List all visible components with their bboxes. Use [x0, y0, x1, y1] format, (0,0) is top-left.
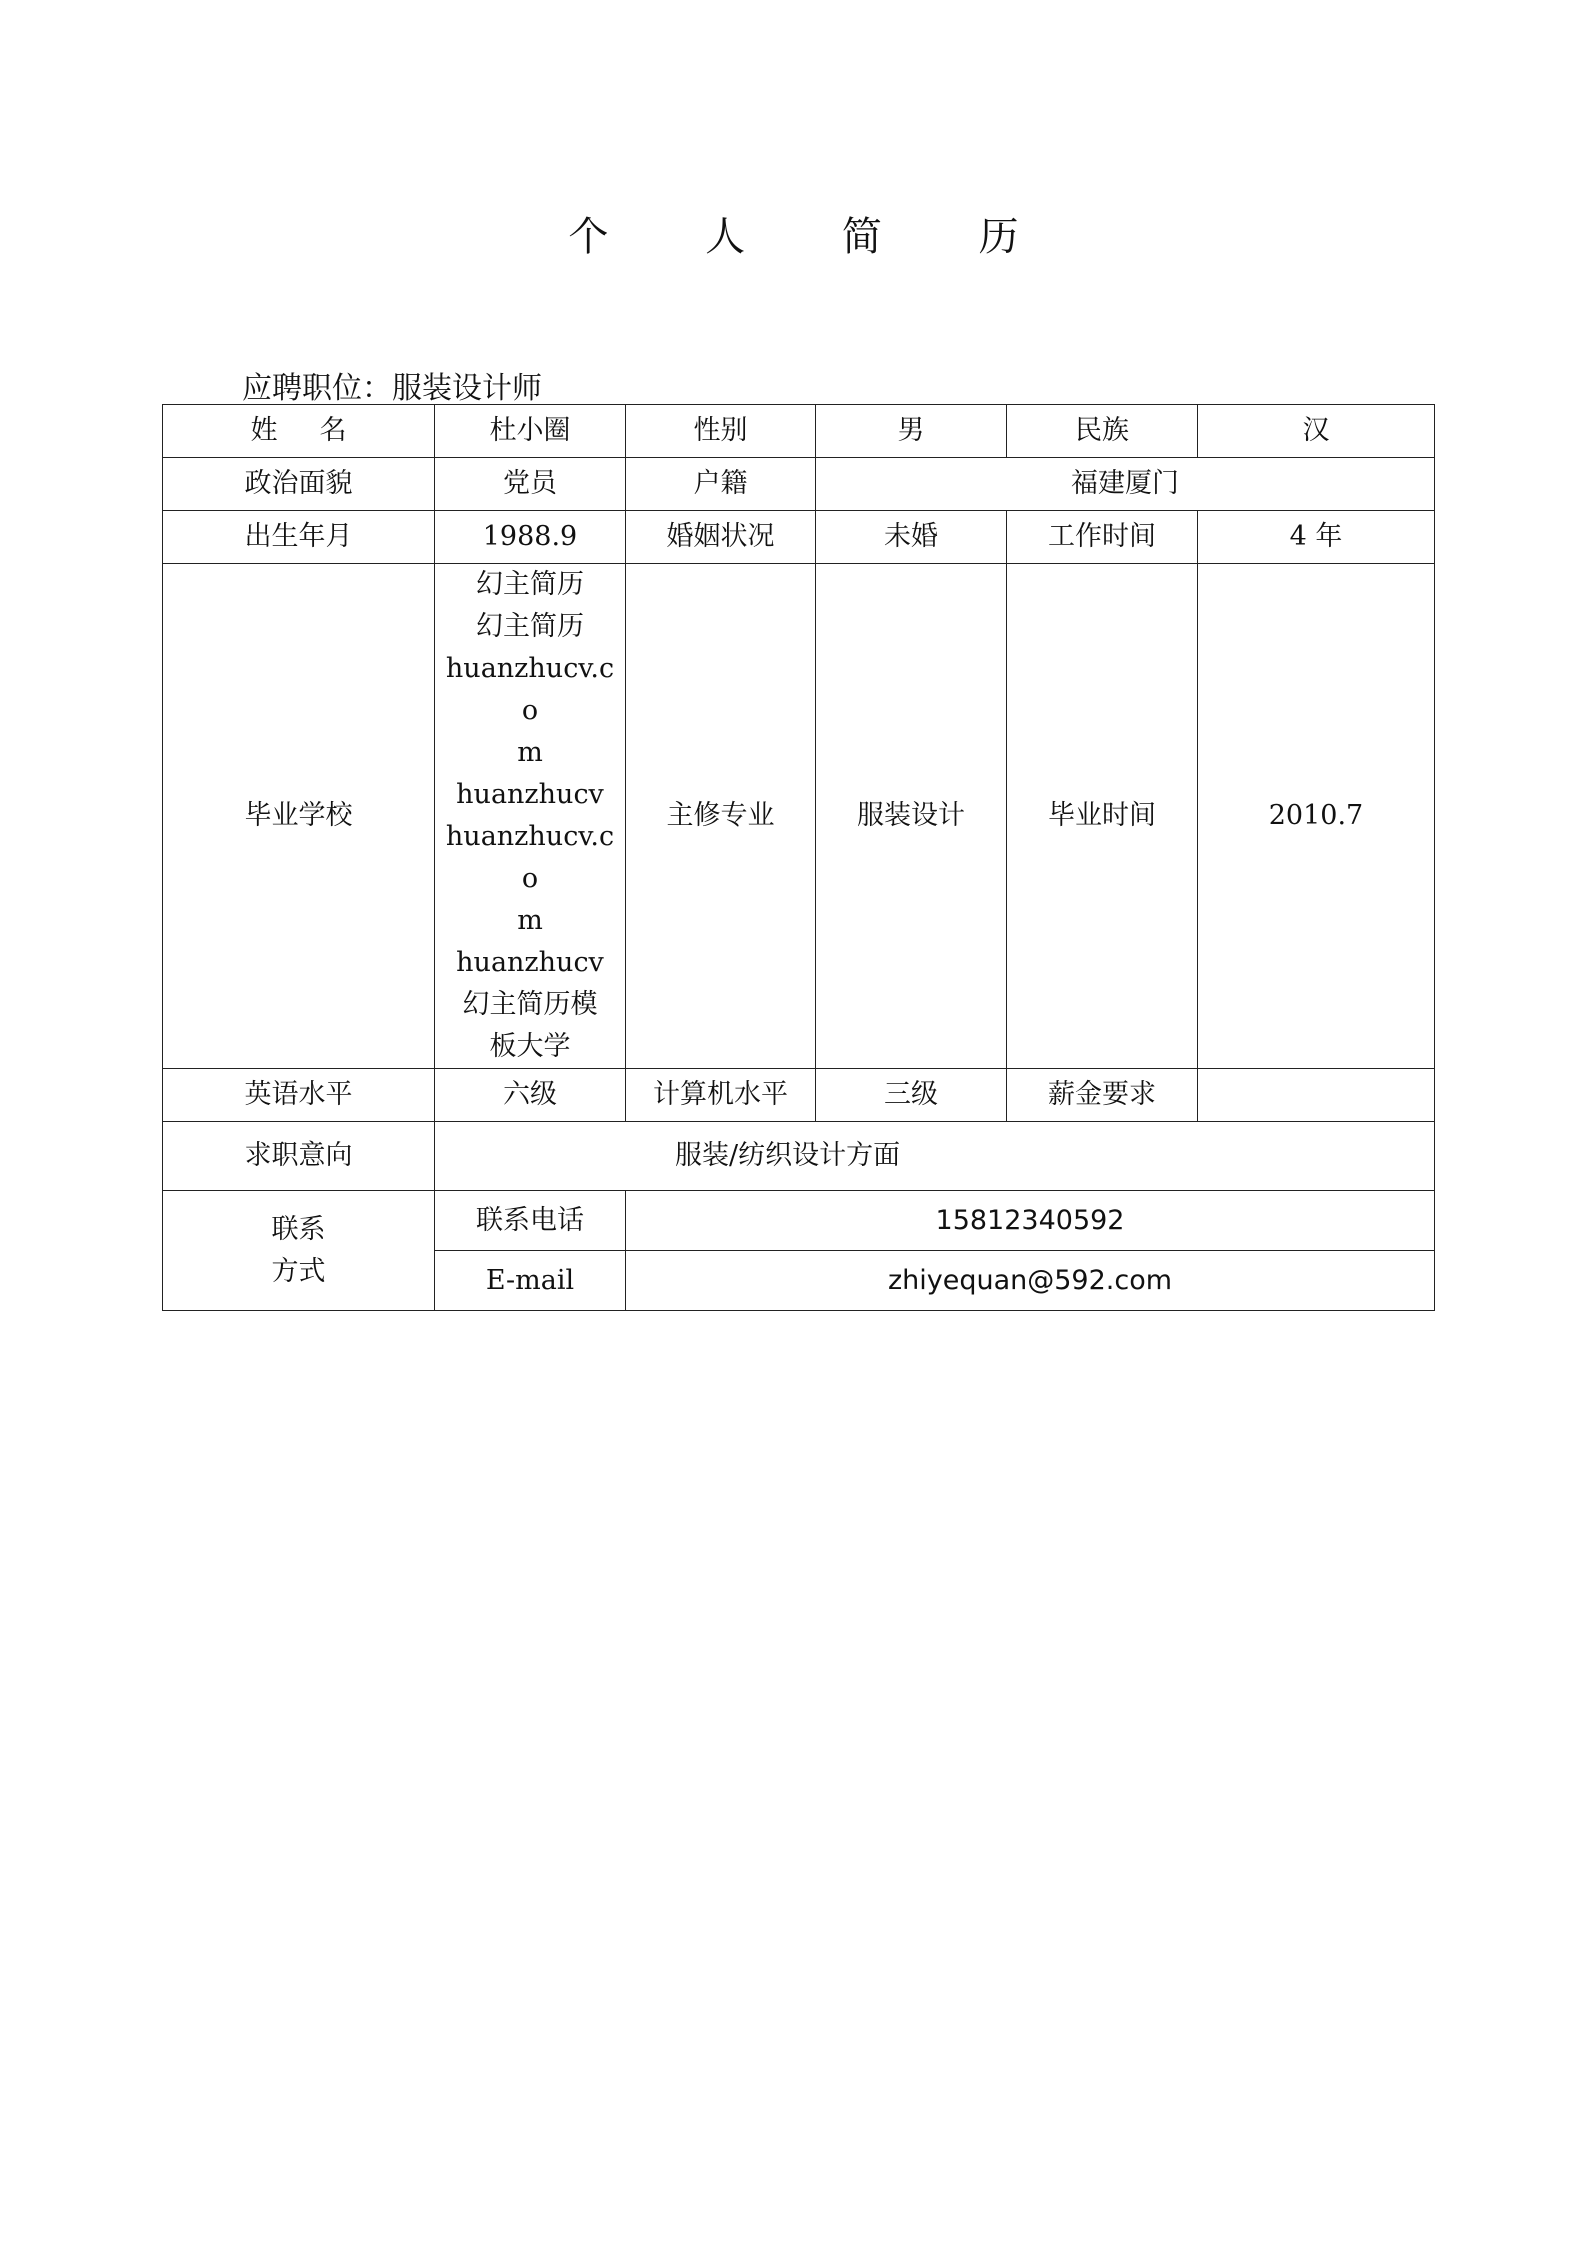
ethnicity-value: 汉 — [1198, 405, 1435, 458]
salary-value — [1198, 1069, 1435, 1122]
table-row-school — [163, 564, 1435, 1069]
major-label: 主修专业 — [626, 564, 816, 1069]
intent-value: 服装/纺织设计方面 — [435, 1122, 1435, 1191]
graduation-value: 2010.7 — [1198, 564, 1435, 1069]
phone-value: 15812340592 — [626, 1191, 1435, 1251]
intent-label: 求职意向 — [163, 1122, 435, 1191]
table-row-phone — [163, 1191, 1435, 1251]
applied-position: 应聘职位：服装设计师 — [242, 371, 542, 406]
salary-label: 薪金要求 — [1007, 1069, 1198, 1122]
politics-label: 政治面貌 — [163, 458, 435, 511]
birth-value: 1988.9 — [435, 511, 626, 564]
ethnicity-label: 民族 — [1007, 405, 1198, 458]
marital-value: 未婚 — [816, 511, 1007, 564]
email-label: E-mail — [435, 1251, 626, 1311]
name-label: 姓 名 — [163, 405, 435, 458]
page-title: 个 人 简 历 — [568, 214, 1061, 260]
marital-label: 婚姻状况 — [626, 511, 816, 564]
work-time-label: 工作时间 — [1007, 511, 1198, 564]
name-value: 杜小圈 — [435, 405, 626, 458]
phone-label: 联系电话 — [435, 1191, 626, 1251]
hukou-label: 户籍 — [626, 458, 816, 511]
work-time-value: 4 年 — [1198, 511, 1435, 564]
english-value: 六级 — [435, 1069, 626, 1122]
contact-label: 联系 方式 — [163, 1191, 435, 1311]
graduation-label: 毕业时间 — [1007, 564, 1198, 1069]
table-row-name — [163, 405, 1435, 458]
birth-label: 出生年月 — [163, 511, 435, 564]
resume-table — [162, 404, 1435, 1311]
table-row-skills — [163, 1069, 1435, 1122]
hukou-value: 福建厦门 — [816, 458, 1435, 511]
school-value: 幻主简历 幻主简历 huanzhucv.co m huanzhucv huanzhucv.co m huanzhucv 幻主简历模 板大学 — [435, 564, 626, 1069]
gender-value: 男 — [816, 405, 1007, 458]
english-label: 英语水平 — [163, 1069, 435, 1122]
gender-label: 性别 — [626, 405, 816, 458]
major-value: 服装设计 — [816, 564, 1007, 1069]
politics-value: 党员 — [435, 458, 626, 511]
computer-value: 三级 — [816, 1069, 1007, 1122]
computer-label: 计算机水平 — [626, 1069, 816, 1122]
table-row-birth — [163, 511, 1435, 564]
email-value: zhiyequan@592.com — [626, 1251, 1435, 1311]
table-row-intent — [163, 1122, 1435, 1191]
table-row-politics — [163, 458, 1435, 511]
school-label: 毕业学校 — [163, 564, 435, 1069]
